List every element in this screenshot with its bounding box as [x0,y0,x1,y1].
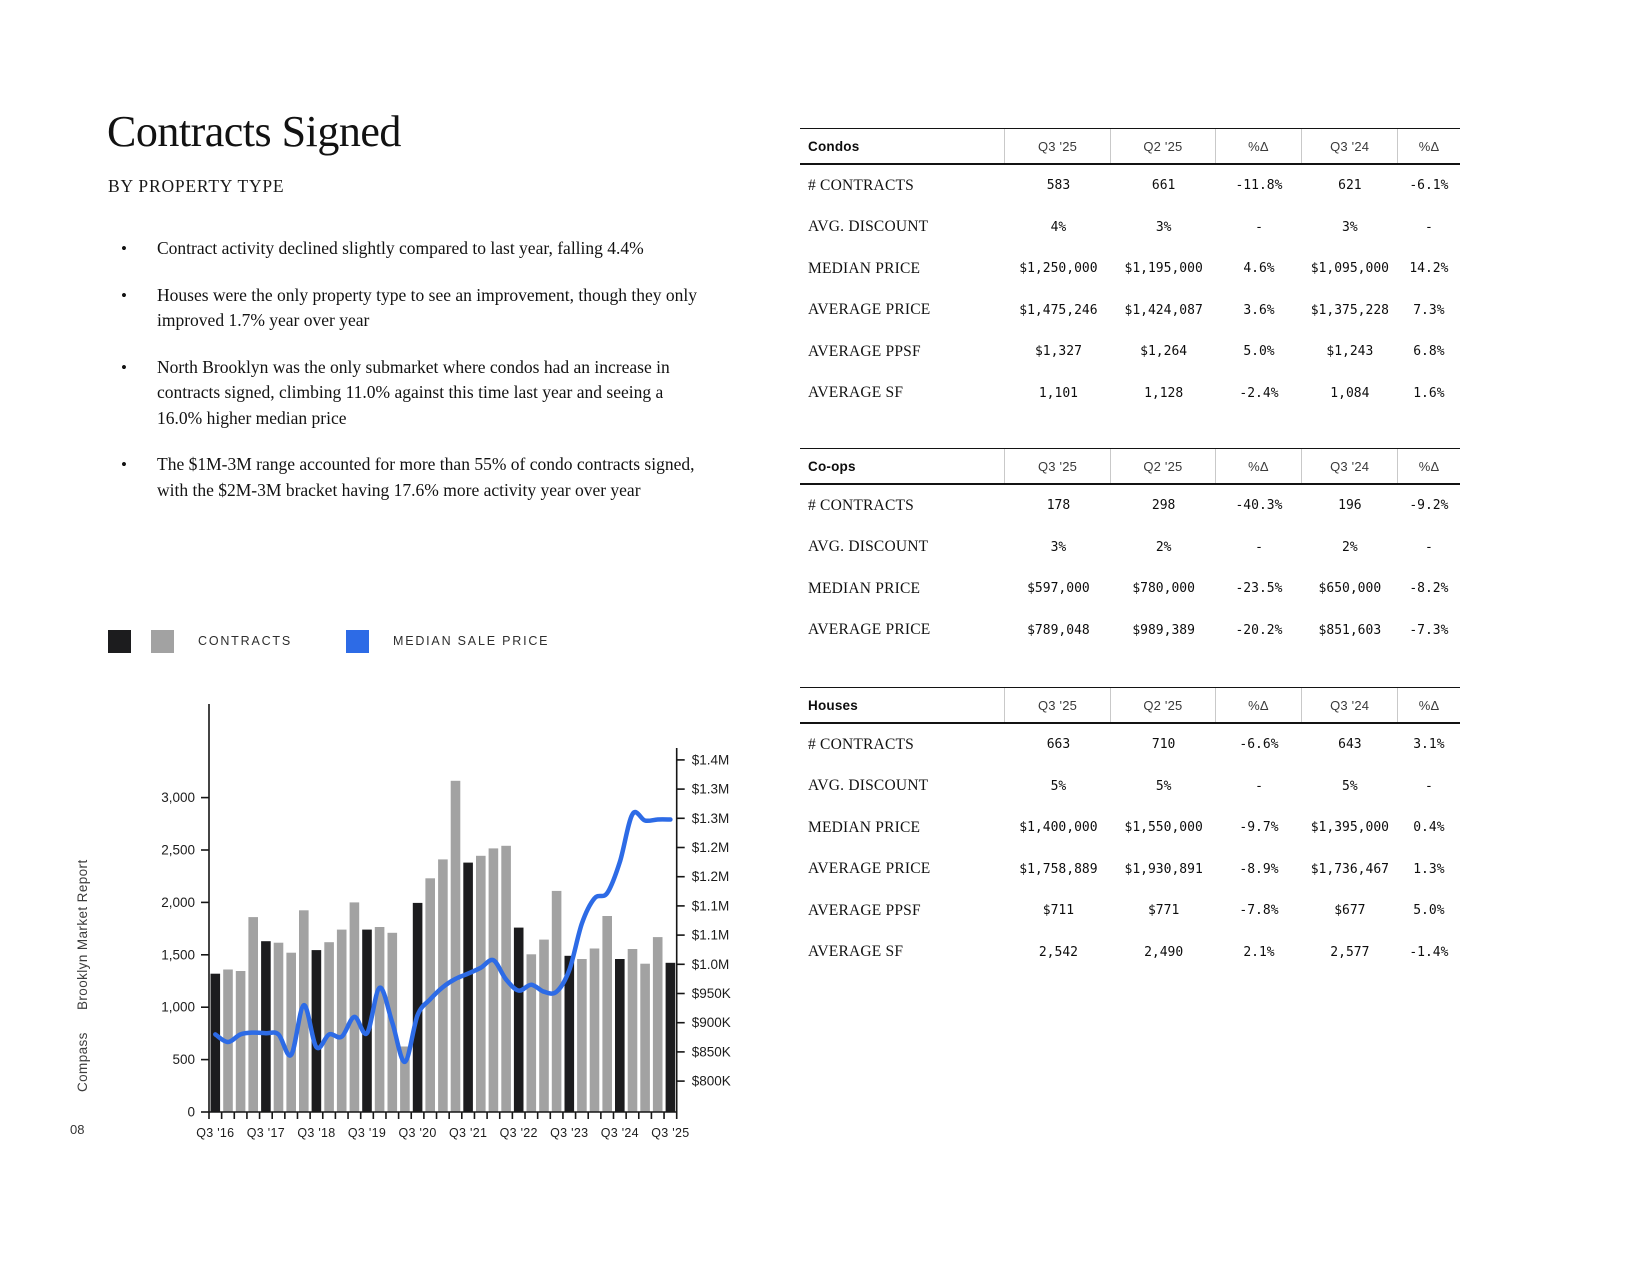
table-cell: 3.6% [1243,302,1275,318]
column-header: Q3 '24 [1301,688,1397,722]
sidebar-brand: Compass [75,1032,90,1092]
contracts-bar [236,971,246,1112]
row-label: AVG. DISCOUNT [808,777,929,795]
table-cell: -11.8% [1235,178,1283,194]
table-cell: -23.5% [1235,581,1283,597]
row-label: AVERAGE SF [808,943,904,961]
right-axis-label: $950K [691,986,731,1001]
table-cell: 3.1% [1413,737,1445,753]
contracts-bar [274,943,284,1112]
table-title: Houses [808,697,858,713]
x-axis-label: Q3 '21 [449,1126,488,1140]
contracts-bar [602,916,612,1112]
bullet-item: • North Brooklyn was the only submarket where condos had an increase in contracts signed, climbing 11.0% against this time last year and seeing a 16.0% higher median price [107,355,707,432]
contracts-bar [615,959,625,1112]
contracts-bar [324,942,334,1112]
table-cell: -7.3% [1409,622,1449,638]
table-cell: 583 [1046,178,1071,194]
table-cell: $851,603 [1318,622,1382,638]
table-cell: 298 [1151,498,1176,514]
table-cell: - [1255,219,1263,235]
table-cell: $771 [1147,903,1180,919]
table-cell: $789,048 [1027,622,1090,638]
column-header: Q2 '25 [1110,449,1215,483]
table-cell: -40.3% [1235,498,1283,514]
contracts-bar [628,949,638,1112]
x-axis-label: Q3 '16 [196,1126,235,1140]
row-label: AVERAGE SF [808,384,904,402]
contracts-bar [350,902,360,1112]
table-cell: $650,000 [1318,581,1382,597]
left-axis-label: 3,000 [161,790,195,806]
table-cell: - [1424,219,1433,235]
table-cell: $989,389 [1132,622,1195,638]
table-title: Condos [808,138,860,154]
table-cell: -1.4% [1409,944,1449,960]
table-row [800,485,1460,527]
table-cell: 178 [1046,498,1071,514]
table-cell: -9.2% [1409,498,1449,514]
right-axis-label: $1.4M [691,752,730,768]
table-cell: $711 [1042,903,1075,919]
column-header: Q3 '25 [1004,129,1110,163]
x-axis-label: Q3 '25 [651,1126,690,1140]
left-axis-label: 1,500 [161,947,195,963]
table-cell: 5.0% [1413,903,1445,919]
table-row [800,165,1460,207]
legend-contracts-label: CONTRACTS [198,634,292,648]
bullet-item: • Houses were the only property type to see an improvement, though they only improved 1.7% year over year [107,283,707,334]
right-axis-label: $1.2M [691,869,730,885]
table-cell: 5% [1342,778,1358,794]
column-header: %Δ [1397,129,1460,163]
table-cell: 2,490 [1144,944,1184,960]
table-cell: - [1424,539,1433,555]
table-cell: $1,195,000 [1124,261,1203,277]
table-row [800,766,1460,808]
left-axis-label: 500 [172,1052,195,1068]
contracts-bar [337,930,347,1112]
contracts-bar [577,959,587,1112]
chart-legend [108,629,549,653]
table-cell: -7.8% [1239,903,1279,919]
contracts-bar [527,954,537,1112]
contracts-bar [463,863,473,1112]
table-cell: $1,758,889 [1019,861,1098,877]
column-header: Q2 '25 [1110,688,1215,722]
table-cell: 663 [1046,737,1071,753]
table-houses [800,687,1460,973]
table-coops [800,448,1460,651]
table-title: Co-ops [808,458,856,474]
bullet-item: • The $1M-3M range accounted for more than 55% of condo contracts signed, with the $2M-3M bracket having 17.6% more activity year over year [107,452,707,503]
bullet-item: • Contract activity declined slightly compared to last year, falling 4.4% [107,236,707,262]
contracts-bar [248,917,258,1112]
median-price-swatch [346,630,369,653]
table-cell: 2% [1155,539,1172,555]
right-axis-label: $1.1M [691,927,730,943]
row-label: MEDIAN PRICE [808,259,921,277]
contracts-q3-swatch [108,630,131,653]
row-label: AVG. DISCOUNT [808,538,929,556]
table-cell: $1,250,000 [1019,261,1098,277]
column-header: Q3 '25 [1004,688,1110,722]
table-cell: $1,400,000 [1019,820,1098,836]
table-cell: 0.4% [1413,820,1445,836]
table-cell: -6.6% [1239,737,1279,753]
table-cell: $780,000 [1132,581,1195,597]
contracts-swatch [151,630,174,653]
table-cell: $1,395,000 [1310,820,1389,836]
table-cell: $1,550,000 [1124,820,1203,836]
row-label: AVERAGE PPSF [808,342,921,360]
column-header: %Δ [1215,688,1301,722]
page-number: 08 [70,1122,85,1137]
table-cell: 196 [1338,498,1362,514]
table-cell: $1,327 [1034,344,1082,360]
row-label: # CONTRACTS [808,176,914,194]
table-row [800,932,1460,974]
table-row [800,610,1460,652]
contracts-bar [666,963,676,1112]
table-cell: - [1255,778,1263,794]
left-axis-label: 0 [187,1104,195,1120]
table-cell: 5.0% [1243,344,1275,360]
table-cell: 1,084 [1330,385,1370,401]
right-axis-label: $1.3M [691,810,730,826]
table-condos [800,128,1460,414]
table-cell: 5% [1155,778,1172,794]
column-header: %Δ [1397,449,1460,483]
x-axis-label: Q3 '23 [550,1126,589,1140]
row-label: MEDIAN PRICE [808,818,921,836]
table-cell: - [1424,778,1433,794]
x-axis-label: Q3 '19 [347,1126,387,1140]
column-header: Q3 '24 [1301,449,1397,483]
table-row [800,527,1460,569]
table-cell: 2,542 [1038,944,1078,960]
contracts-bar [653,937,663,1112]
table-header-row [800,688,1460,724]
right-axis-label: $1.2M [691,840,730,855]
table-cell: 1,128 [1144,385,1184,401]
table-cell: 643 [1338,737,1362,753]
bullet-list [107,236,707,524]
x-axis-label: Q3 '18 [297,1126,336,1140]
table-cell: -2.4% [1239,385,1279,401]
table-cell: 7.3% [1413,302,1445,318]
table-cell: 3% [1342,219,1358,235]
contracts-bar [514,928,524,1112]
column-header: %Δ [1215,129,1301,163]
table-cell: -8.2% [1409,581,1449,597]
table-cell: $597,000 [1027,581,1090,597]
right-axis-label: $1.3M [691,781,730,797]
row-label: AVG. DISCOUNT [808,218,929,236]
column-header: Q3 '25 [1004,449,1110,483]
x-axis-label: Q3 '24 [600,1126,639,1140]
table-cell: $1,375,228 [1310,302,1389,318]
table-cell: $1,243 [1326,344,1374,360]
contracts-bar [552,891,562,1112]
row-label: # CONTRACTS [808,496,914,514]
column-header: Q2 '25 [1110,129,1215,163]
table-row [800,373,1460,415]
table-cell: 3% [1155,219,1172,235]
table-cell: 2.1% [1243,944,1275,960]
table-row [800,849,1460,891]
table-row [800,290,1460,332]
row-label: MEDIAN PRICE [808,579,921,597]
contracts-bar [375,927,385,1112]
table-cell: 661 [1151,178,1176,194]
table-cell: $1,095,000 [1310,261,1389,277]
table-cell: $677 [1334,903,1366,919]
table-row [800,207,1460,249]
row-label: AVERAGE PRICE [808,301,931,319]
table-cell: 710 [1151,737,1176,753]
page-title: Contracts Signed [107,107,401,156]
row-label: AVERAGE PRICE [808,860,931,878]
table-row [800,331,1460,373]
tables-column [800,0,1460,1275]
column-header: %Δ [1215,449,1301,483]
table-cell: $1,424,087 [1124,302,1203,318]
table-header-row [800,449,1460,485]
table-cell: 1,101 [1038,385,1078,401]
contracts-median-price-chart [160,690,760,1170]
x-axis-label: Q3 '20 [398,1126,437,1140]
column-header: %Δ [1397,688,1460,722]
x-axis-label: Q3 '22 [499,1126,538,1140]
right-axis-label: $1.0M [691,956,730,972]
table-cell: 1.3% [1413,861,1445,877]
contracts-bar [590,949,600,1113]
row-label: AVERAGE PPSF [808,901,921,919]
table-cell: 6.8% [1413,344,1445,360]
table-row [800,568,1460,610]
left-axis-label: 1,000 [161,999,195,1015]
table-cell: -8.9% [1239,861,1279,877]
contracts-bar [489,848,499,1112]
right-axis-label: $800K [691,1073,731,1089]
table-cell: 2,577 [1330,944,1370,960]
table-cell: -9.7% [1239,820,1279,836]
right-axis-label: $850K [691,1044,731,1060]
right-axis-label: $1.1M [691,898,730,914]
table-cell: $1,736,467 [1310,861,1389,877]
table-row [800,248,1460,290]
column-header: Q3 '24 [1301,129,1397,163]
table-cell: 4.6% [1243,261,1275,277]
table-cell: 14.2% [1409,261,1449,277]
table-cell: 3% [1050,539,1067,555]
row-label: AVERAGE PRICE [808,621,931,639]
table-cell: 621 [1338,178,1362,194]
x-axis-label: Q3 '17 [246,1126,286,1140]
table-cell: 4% [1050,219,1067,235]
table-cell: -20.2% [1235,622,1283,638]
contracts-bar [476,856,486,1112]
contracts-bar [539,940,549,1112]
table-cell: $1,264 [1140,344,1188,360]
table-cell: $1,930,891 [1124,861,1203,877]
left-axis-label: 2,000 [161,894,195,910]
table-cell: $1,475,246 [1019,302,1098,318]
legend-median-label: MEDIAN SALE PRICE [392,634,550,648]
row-label: # CONTRACTS [808,735,914,753]
contracts-bar [451,781,461,1112]
contracts-bar [640,964,650,1112]
table-cell: -6.1% [1409,178,1449,194]
page-subtitle: BY PROPERTY TYPE [108,176,285,196]
table-header-row [800,129,1460,165]
contracts-bar [211,974,221,1112]
contracts-bar [261,941,271,1112]
sidebar-report-title: Brooklyn Market Report [75,859,90,1010]
left-axis-label: 2,500 [161,842,195,858]
table-row [800,807,1460,849]
table-row [800,890,1460,932]
table-cell: 2% [1342,539,1358,555]
right-axis-label: $900K [691,1015,731,1031]
bars-group [211,781,676,1112]
table-cell: - [1255,539,1263,555]
table-cell: 1.6% [1413,385,1445,401]
table-cell: 5% [1050,778,1067,794]
table-row [800,724,1460,766]
